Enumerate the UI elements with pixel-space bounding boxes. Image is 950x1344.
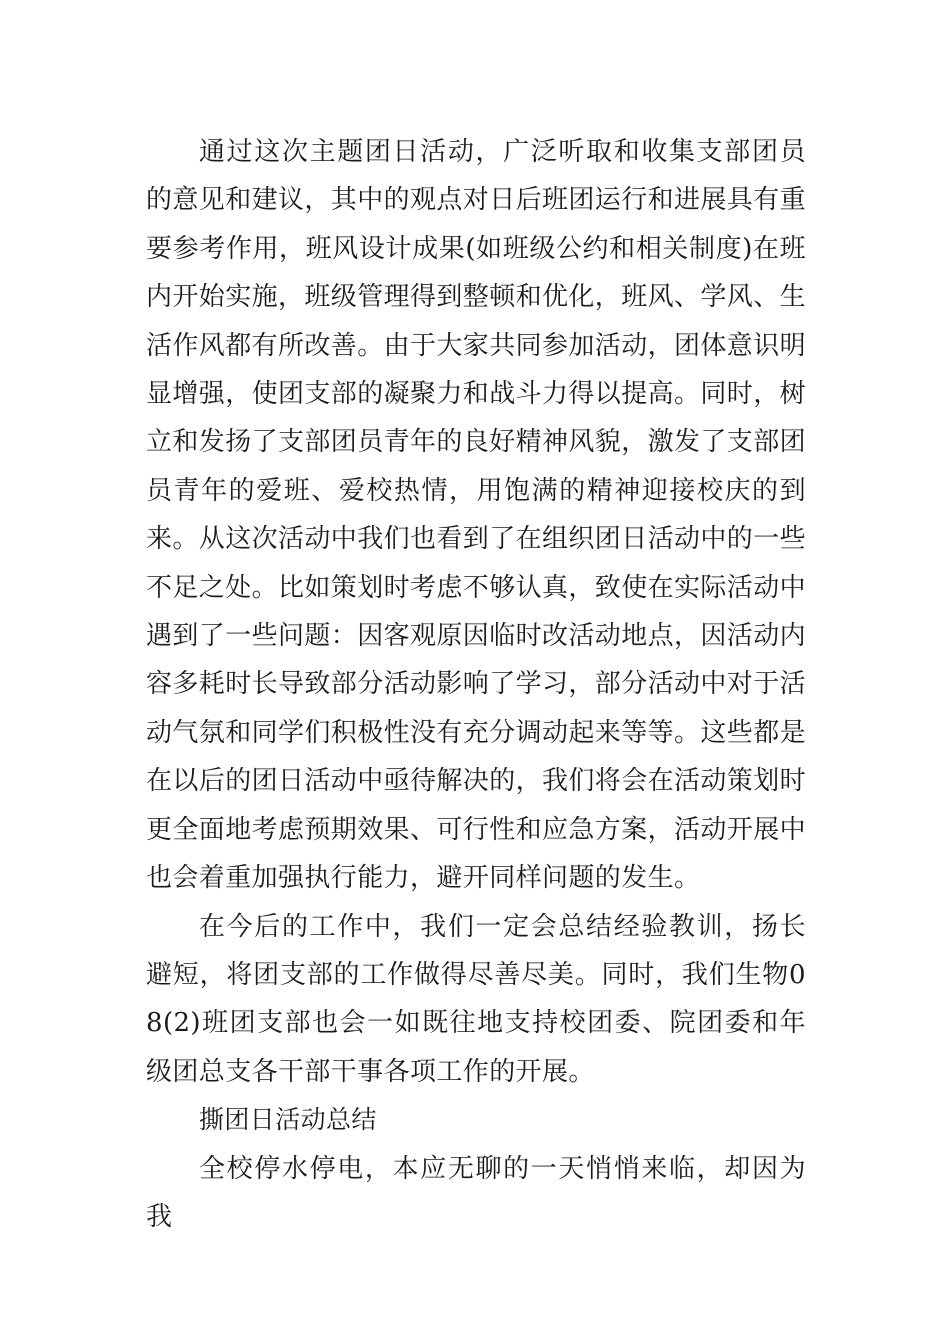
paragraph-activity-review: 通过这次主题团日活动，广泛听取和收集支部团员的意见和建议，其中的观点对日后班团运行和进展具有重要参考作用，班风设计成果(如班级公约和相关制度)在班内开始实施，班级管理得到整顿和优化，班风、学风、生活作风都有所改善。由于大家共同参加活动，团体意识明显增强，使团支部的凝聚力和战斗力得以提高。同时，树立和发扬了支部团员青年的良好精神风貌，激发了支部团员青年的爱班、爱校热情，用饱满的精神迎接校庆的到来。从这次活动中我们也看到了在组织团日活动中的一些不足之处。比如策划时考虑不够认真，致使在实际活动中遇到了一些问题：因客观原因临时改活动地点，因活动内容多耗时长导致部分活动影响了学习，部分活动中对于活动气氛和同学们积极性没有充分调动起来等等。这些都是在以后的团日活动中亟待解决的，我们将会在活动策划时更全面地考虑预期效果、可行性和应急方案，活动开展中也会着重加强执行能力，避开同样问题的发生。 xyxy=(146,137,807,894)
section-title: 撕团日活动总结 xyxy=(199,1105,377,1135)
document-body xyxy=(146,128,806,1241)
paragraph-future-work: 在今后的工作中，我们一定会总结经验教训，扬长避短，将团支部的工作做得尽善尽美。同时，我们生物08(2)班团支部也会一如既往地支持校团委、院团委和年级团总支各干部干事各项工作的开展。 xyxy=(146,911,806,1087)
paragraph-opening: 全校停水停电，本应无聊的一天悄悄来临，却因为我 xyxy=(146,1153,806,1232)
